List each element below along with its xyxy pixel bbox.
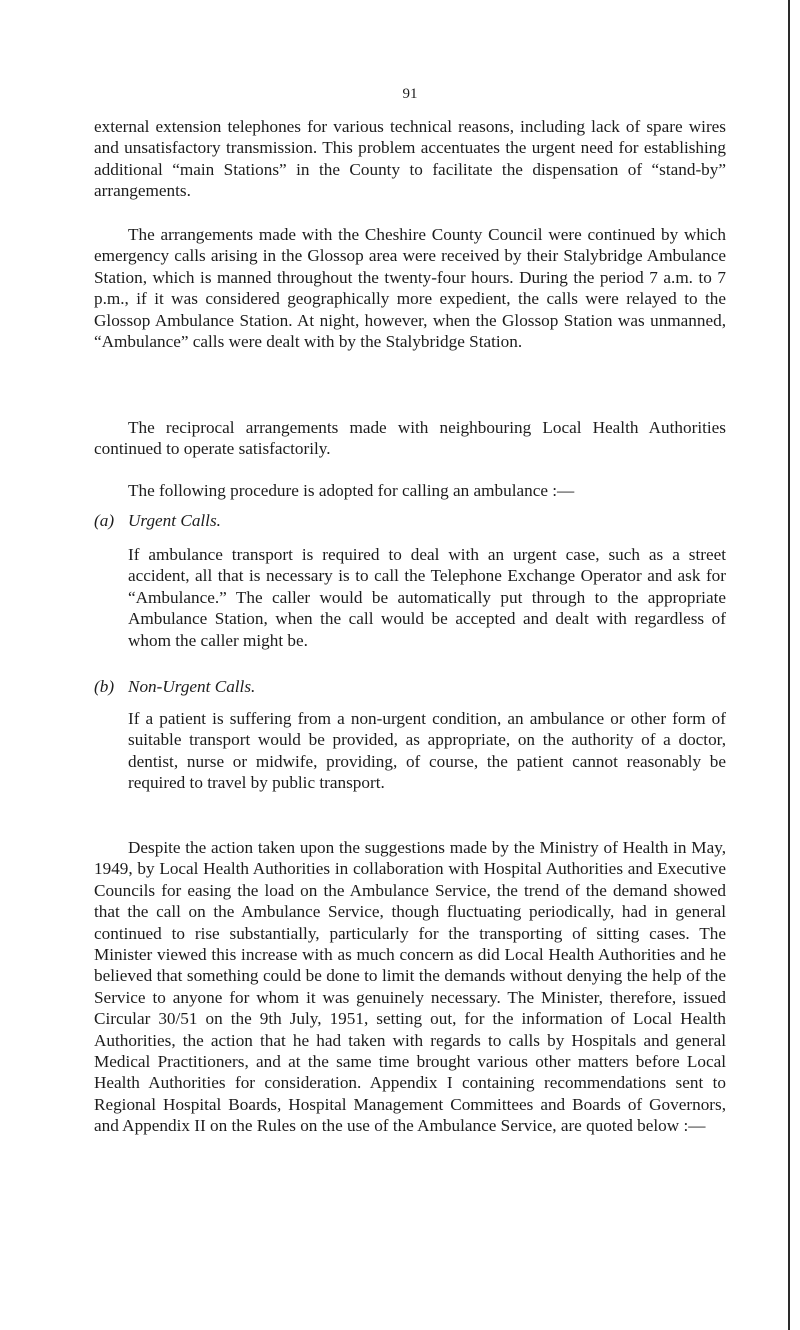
section-b-heading [94, 676, 256, 697]
section-a-title: Urgent Calls. [128, 511, 221, 530]
section-a-text: If ambulance transport is required to deal with an urgent case, such as a street accident, all that is necessary is to call the Telephone Exchange Operator and ask for “Ambulance.” The caller would be automatically put through to the appropriate Ambulance Station, when the call would be accepted and dealt with regardless of whom the caller might be. [128, 545, 726, 650]
paragraph-telephones: external extension telephones for various technical reasons, including lack of spare wires and unsatisfactory transmission. This problem accentuates the urgent need for establishing additional “main Stations” in the County to facilitate the dispensation of “stand-by” arrangements. [94, 117, 726, 201]
page-number: 91 [402, 86, 418, 102]
section-a-heading [94, 510, 221, 531]
section-a-letter: (a) [94, 511, 115, 530]
paragraph-ministry-circular: Despite the action taken upon the suggestions made by the Ministry of Health in May, 1949, by Local Health Authorities in collaboration with Hospital Authorities and Executive Councils for easing the load on the Ambulance Service, the trend of the demand showed that the call on the Ambulance Service, though fluctuating periodically, had in general continued to rise substantially, particularly for the transporting of sitting cases. The Minister viewed this increase with as much concern as did Local Health Authorities and he believed that something could be done to limit the demands without denying the help of the Service to anyone for whom it was genuinely necessary. The Minister, therefore, issued Circular 30/51 on the 9th July, 1951, setting out, for the information of Local Health Authorities, the action that he had taken with regards to calls by Hospitals and general Medical Practitioners, and at the same time brought various other matters before Local Health Authorities for consideration. Appendix I containing recommendations sent to Regional Hospital Boards, Hospital Management Committees and Boards of Governors, and Appendix II on the Rules on the use of the Ambulance Service, are quoted below :— [94, 838, 726, 1136]
section-b-title: Non-Urgent Calls. [128, 677, 256, 696]
section-b-text: If a patient is suffering from a non-urgent condition, an ambulance or other form of suitable transport would be provided, as appropriate, on the authority of a doctor, dentist, nurse or midwife, providing, of course, the patient cannot reasonably be required to travel by public transport. [128, 709, 726, 793]
paragraph-reciprocal: The reciprocal arrangements made with neighbouring Local Health Authorities continued to operate satisfactorily. [94, 418, 726, 459]
page-edge-line [788, 0, 790, 1330]
paragraph-procedure-intro: The following procedure is adopted for calling an ambulance :— [128, 481, 575, 500]
paragraph-cheshire-arrangements: The arrangements made with the Cheshire County Council were continued by which emergency calls arising in the Glossop area were received by their Stalybridge Ambulance Station, which is manned throughout the twenty-four hours. During the period 7 a.m. to 7 p.m., if it was considered geographically more expedient, the calls were relayed to the Glossop Ambulance Station. At night, however, when the Glossop Station was unmanned, “Ambulance” calls were dealt with by the Stalybridge Station. [94, 225, 726, 352]
section-b-letter: (b) [94, 677, 115, 696]
